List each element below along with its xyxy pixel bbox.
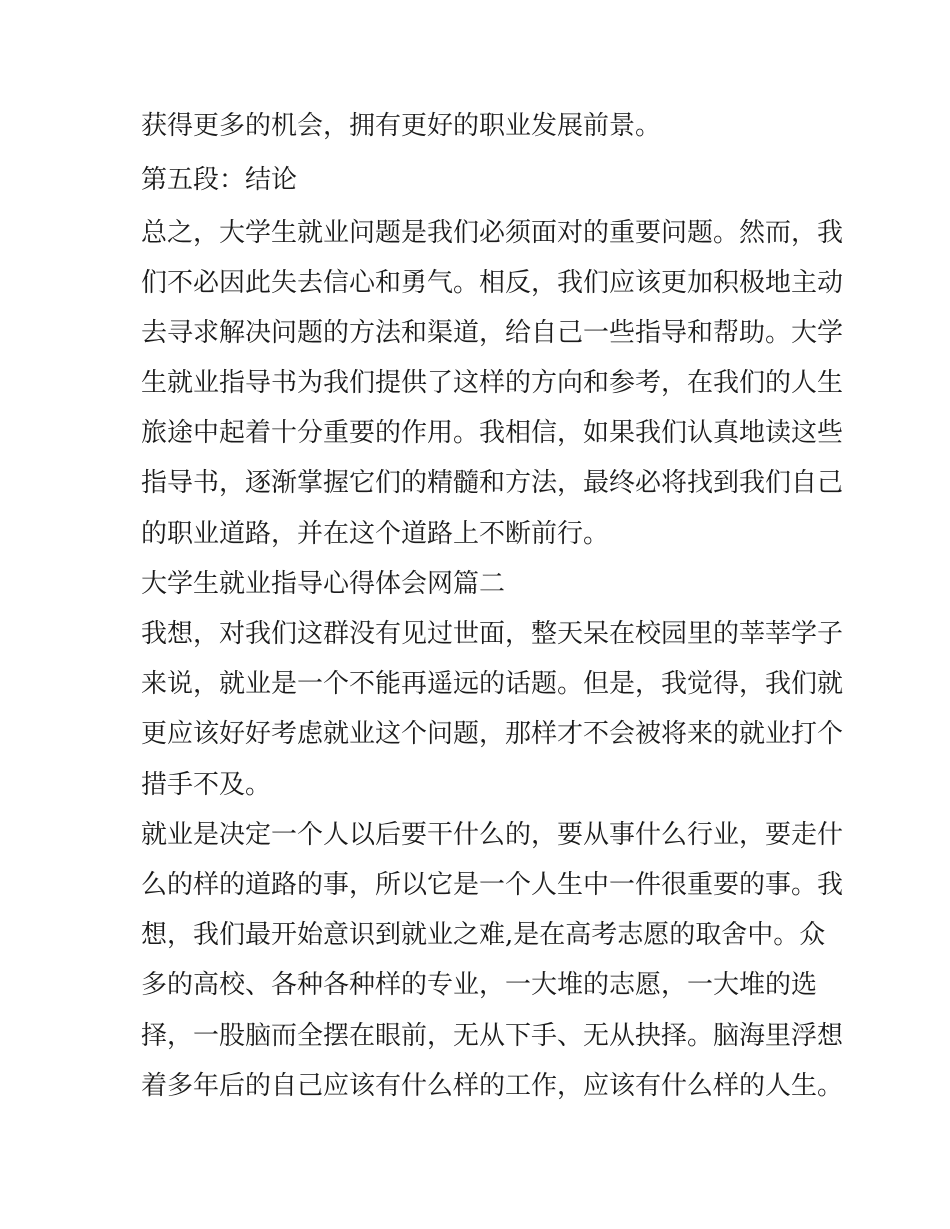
- text-line: 来说，就业是一个不能再遥远的话题。但是，我觉得，我们就: [141, 669, 844, 699]
- text-line: 旅途中起着十分重要的作用。我相信，如果我们认真地读这些: [141, 418, 844, 448]
- text-line: 的职业道路，并在这个道路上不断前行。: [141, 519, 610, 549]
- text-line: 获得更多的机会，拥有更好的职业发展前景。: [141, 111, 662, 141]
- section-heading: 第五段：结论: [141, 165, 298, 195]
- text-line: 就业是决定一个人以后要干什么的，要从事什么行业，要走什: [141, 820, 844, 850]
- section-heading: 大学生就业指导心得体会网篇二: [141, 569, 506, 599]
- text-line: 多的高校、各种各种样的专业，一大堆的志愿，一大堆的选: [141, 970, 818, 1000]
- text-line: 措手不及。: [141, 770, 272, 800]
- text-line: 们不必因此失去信心和勇气。相反，我们应该更加积极地主动: [141, 268, 844, 298]
- text-line: 我想，对我们这群没有见过世面，整天呆在校园里的莘莘学子: [141, 619, 844, 649]
- text-line: 着多年后的自己应该有什么样的工作，应该有什么样的人生。: [141, 1071, 844, 1101]
- text-line: 指导书，逐渐掌握它们的精髓和方法，最终必将找到我们自己: [141, 468, 844, 498]
- text-line: 择，一股脑而全摆在眼前，无从下手、无从抉择。脑海里浮想: [141, 1021, 844, 1051]
- text-line: 么的样的道路的事，所以它是一个人生中一件很重要的事。我: [141, 870, 844, 900]
- text-line: 生就业指导书为我们提供了这样的方向和参考，在我们的人生: [141, 368, 844, 398]
- text-line: 想，我们最开始意识到就业之难,是在高考志愿的取舍中。众: [141, 920, 826, 950]
- text-line: 更应该好好考虑就业这个问题，那样才不会被将来的就业打个: [141, 719, 844, 749]
- text-line: 去寻求解决问题的方法和渠道，给自己一些指导和帮助。大学: [141, 318, 844, 348]
- text-line: 总之，大学生就业问题是我们必须面对的重要问题。然而，我: [141, 218, 844, 248]
